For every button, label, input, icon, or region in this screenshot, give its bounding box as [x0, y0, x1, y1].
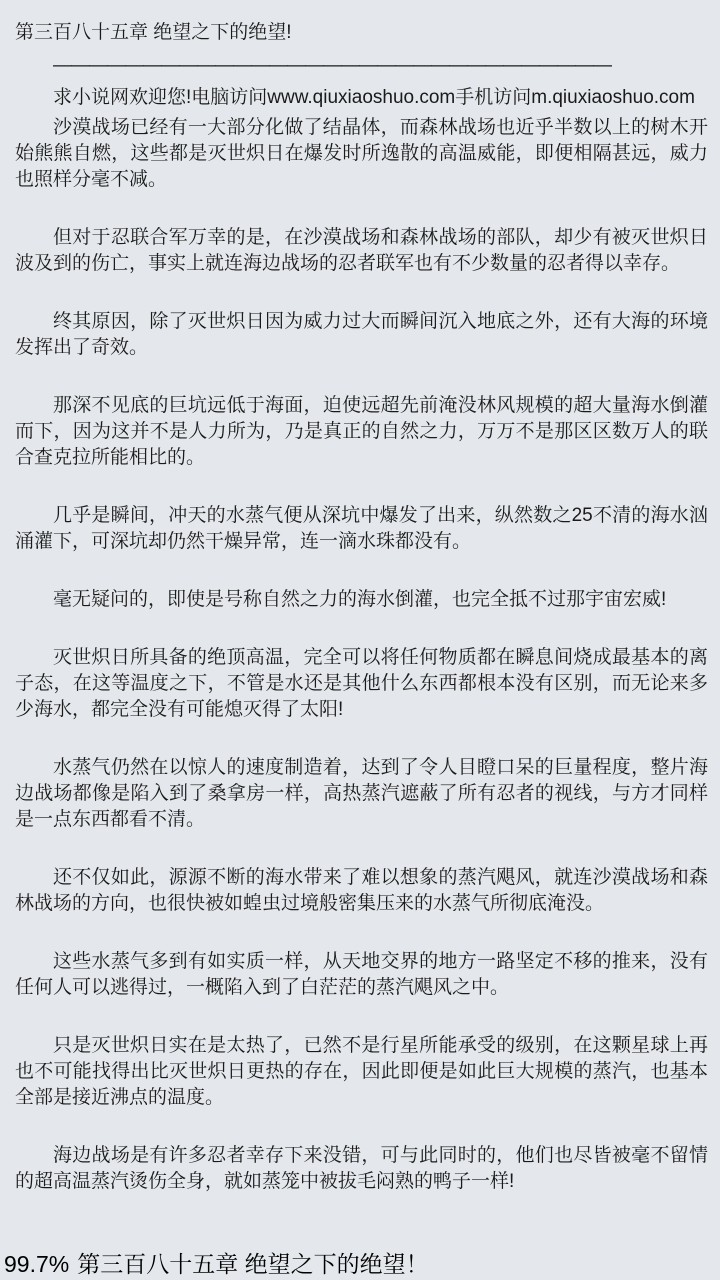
paragraph: 还不仅如此，源源不断的海水带来了难以想象的蒸汽飓风，就连沙漠战场和森林战场的方向，也很快被如蝗虫过境般密集压来的水蒸气所彻底淹没。 — [15, 867, 708, 914]
paragraph: 海边战场是有许多忍者幸存下来没错，可与此同时的，他们也尽皆被毫不留情的超高温蒸汽烫伤全身，就如蒸笼中被拔毛闷熟的鸭子一样! — [15, 1145, 708, 1192]
paragraph: 灭世炽日所具备的绝顶高温，完全可以将任何物质都在瞬息间烧成最基本的离子态，在这等温度之下，不管是水还是其他什么东西都根本没有区别，而无论来多少海水，都完全没有可能熄灭得了太阳! — [15, 647, 708, 720]
paragraph: 水蒸气仍然在以惊人的速度制造着，达到了令人目瞪口呆的巨量程度，整片海边战场都像是陷入到了桑拿房一样，高热蒸汽遮蔽了所有忍者的视线，与方才同样是一点东西都看不清。 — [15, 757, 708, 830]
reader-status-bar — [4, 1250, 429, 1278]
status-chapter-title: 第三百八十五章 绝望之下的绝望！ — [77, 1251, 429, 1277]
separator-line: ——————————————————————————————— — [53, 55, 611, 76]
chapter-body — [15, 115, 708, 1195]
site-promo-line: 求小说网欢迎您!电脑访问www.qiuxiaoshuo.com手机访问m.qiuxiaoshuo.com — [53, 87, 695, 108]
paragraph: 沙漠战场已经有一大部分化做了结晶体，而森林战场也近乎半数以上的树木开始熊熊自燃，这些都是灭世炽日在爆发时所逸散的高温威能，即便相隔甚远，威力也照样分毫不减。 — [15, 117, 708, 190]
paragraph: 那深不见底的巨坑远低于海面，迫使远超先前淹没林风规模的超大量海水倒灌而下，因为这并不是人力所为，乃是真正的自然之力，万万不是那区区数万人的联合查克拉所能相比的。 — [15, 395, 708, 468]
paragraph: 毫无疑问的，即使是号称自然之力的海水倒灌，也完全抵不过那宇宙宏威! — [53, 589, 667, 610]
paragraph: 这些水蒸气多到有如实质一样，从天地交界的地方一路坚定不移的推来，没有任何人可以逃得过，一概陷入到了白茫茫的蒸汽飓风之中。 — [15, 951, 708, 998]
paragraph: 几乎是瞬间，冲天的水蒸气便从深坑中爆发了出来，纵然数之25不清的海水汹涌灌下，可深坑却仍然干燥异常，连一滴水珠都没有。 — [15, 505, 708, 552]
paragraph: 但对于忍联合军万幸的是，在沙漠战场和森林战场的部队，却少有被灭世炽日波及到的伤亡，事实上就连海边战场的忍者联军也有不少数量的忍者得以幸存。 — [15, 227, 708, 274]
paragraph: 只是灭世炽日实在是太热了，已然不是行星所能承受的级别，在这颗星球上再也不可能找得出比灭世炽日更热的存在，因此即便是如此巨大规模的蒸汽，也基本全部是接近沸点的温度。 — [15, 1035, 708, 1108]
reading-progress: 99.7% — [4, 1251, 70, 1277]
paragraph: 终其原因，除了灭世炽日因为威力过大而瞬间沉入地底之外，还有大海的环境发挥出了奇效。 — [15, 311, 708, 358]
chapter-title: 第三百八十五章 绝望之下的绝望! — [15, 22, 292, 43]
